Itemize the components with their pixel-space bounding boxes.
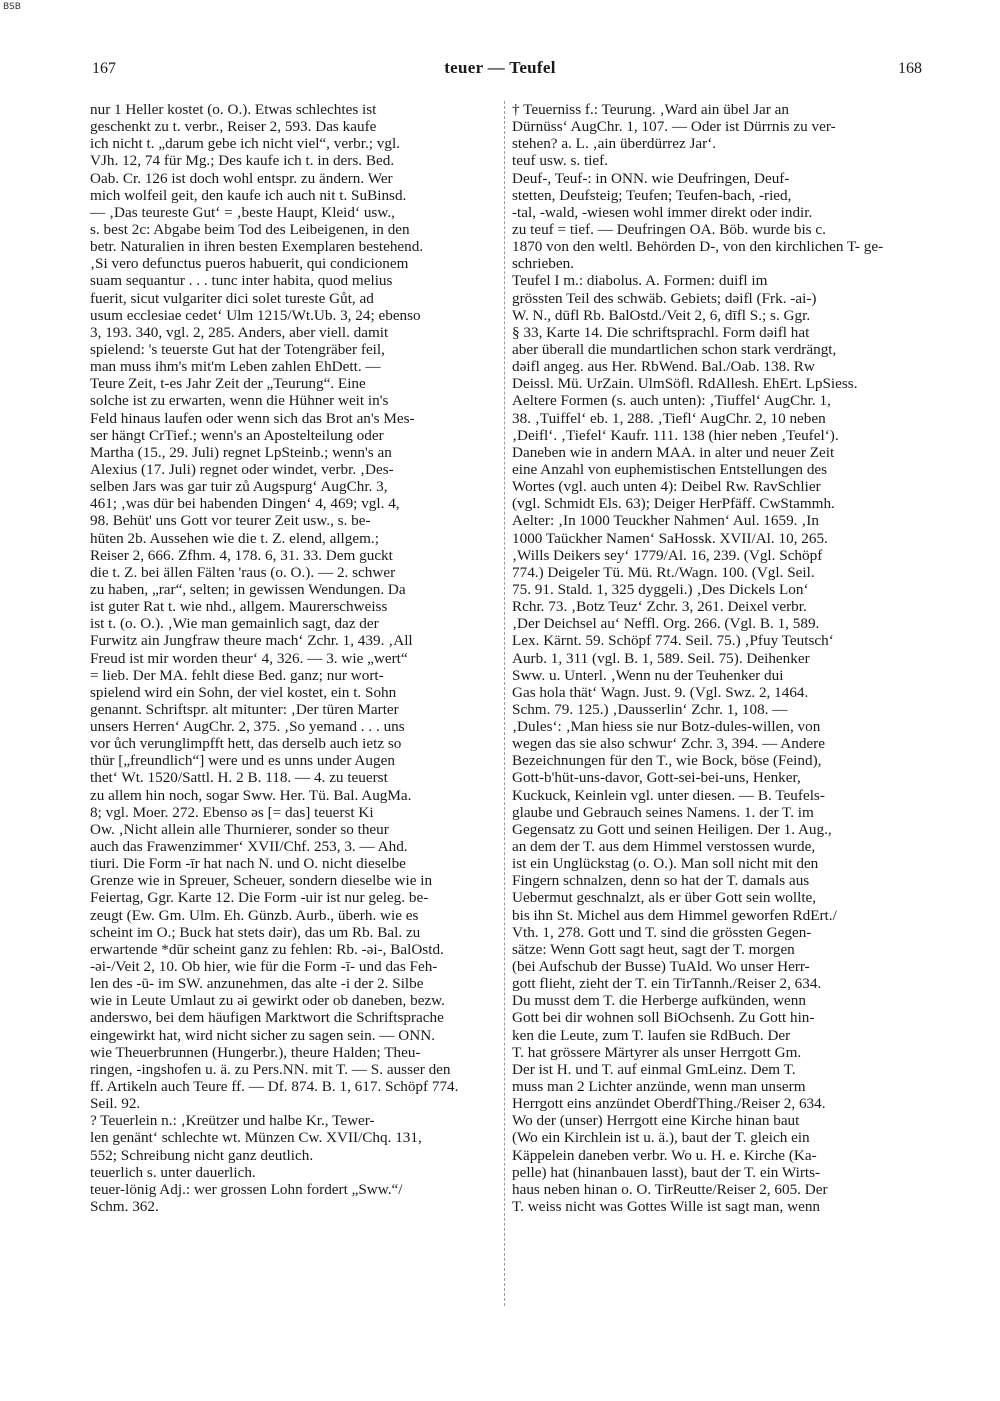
text-line: muss man 2 Lichter anzünde, wenn man unserm: [512, 1078, 806, 1096]
text-line: Wo der (unser) Herrgott eine Kirche hinan baut: [512, 1112, 800, 1130]
text-line: T. weiss nicht was Gottes Wille ist sagt man, wenn: [512, 1198, 821, 1215]
text-line: auch das Frawenzimmer‘ XVII/Chf. 253, 3. — Ahd.: [90, 838, 408, 856]
text-line: Vth. 1, 278. Gott und T. sind die grössten Gegen-: [512, 923, 812, 941]
text-line: gott flieht, zieht der T. ein TirTannh./Reiser 2, 634.: [512, 975, 822, 993]
text-line: zeugt (Ew. Gm. Ulm. Eh. Günzb. Aurb., überh. wie es: [90, 906, 419, 924]
text-line: § 33, Karte 14. Die schriftsprachl. Form dəifl hat: [512, 323, 810, 341]
text-line: Deissl. Mü. UrZain. UlmSöfl. RdAllesh. EhErt. LpSiess.: [512, 375, 858, 393]
text-line: scheint im O.; Buck hat stets dəir), das um Rb. Bal. zu: [90, 923, 421, 941]
text-line: Martha (15., 29. Juli) regnet LpSteinb.; wenn's an: [90, 443, 392, 461]
text-line: 8; vgl. Moer. 272. Ebenso əs [= das] teuerst Ki: [90, 803, 374, 821]
text-line: haus neben hinan o. O. TirReutte/Reiser 2, 605. Der: [512, 1180, 828, 1198]
text-line: selben Jars was gar tuir zů Augspurg‘ AugChr. 3,: [90, 478, 388, 496]
text-line: ist t. (o. O.). ‚Wie man gemainlich sagt, daz der: [90, 615, 379, 633]
text-line: ringen, -ingshofen u. ä. zu Pers.NN. mit T. — S. ausser den: [90, 1060, 451, 1078]
text-line: 774.) Deigeler Tü. Mü. Rt./Wagn. 100. (Vgl. Seil.: [512, 563, 815, 581]
text-line: grössten Teil des schwäb. Gebiets; dəifl (Frk. -ai-): [512, 289, 817, 307]
text-line: Dürnüss‘ AugChr. 1, 107. — Oder ist Dürrnis zu ver-: [512, 118, 836, 136]
text-line: betr. Naturalien in ihren besten Exemplaren bestehend.: [90, 238, 424, 256]
text-line: Aelter: ‚In 1000 Teuckher Nahmen‘ Aul. 1659. ‚In: [512, 512, 819, 530]
text-line: thür [„freundlich“] were und es unns under Augen: [90, 752, 395, 770]
text-line: W. N., dūfl Rb. BalOstd./Veit 2, 6, dīfl S.; s. Ggr.: [512, 306, 811, 324]
text-line: ich nicht t. „darum gebe ich nicht viel“, verbr.; vgl.: [90, 135, 400, 153]
text-line: Fingern schnalzen, denn so hat der T. damals aus: [512, 872, 810, 890]
text-line: † Teuerniss f.: Teurung. ‚Ward ain übel Jar an: [512, 101, 789, 118]
text-line: ‚Deifl‘. ‚Tiefel‘ Kaufr. 111. 138 (hier neben ‚Teufel‘).: [512, 426, 839, 444]
text-line: 1000 Taückher Namen‘ SaHossk. XVII/Al. 10, 265.: [512, 529, 828, 547]
running-header-title: teuer — Teufel: [444, 58, 556, 77]
text-line: Alexius (17. Juli) regnet oder windet, verbr. ‚Des-: [90, 460, 394, 478]
text-line: = lieb. Der MA. fehlt diese Bed. ganz; nur wort-: [90, 666, 384, 684]
text-line: wie in Leute Umlaut zu əi gewirkt oder ob daneben, bezw.: [90, 992, 445, 1010]
text-line: -əi-/Veit 2, 10. Ob hier, wie für die Form -ī- und das Feh-: [90, 958, 438, 976]
text-line: ser hängt CrTief.; wenn's an Apostelteilung oder: [90, 426, 384, 444]
text-line: Rchr. 73. ‚Botz Teuz‘ Zchr. 3, 261. Deixel verbr.: [512, 598, 807, 616]
text-line: fuerit, sicut vulgariter dici solet tureste Gůt, ad: [90, 289, 374, 307]
text-line: VJh. 12, 74 für Mg.; Des kaufe ich t. in ders. Bed.: [90, 152, 395, 170]
text-line: ist ein Unglückstag (o. O.). Man soll nicht mit den: [512, 855, 819, 873]
text-line: Deuf-, Teuf-: in ONN. wie Deufringen, Deuf-: [512, 169, 790, 187]
text-line: mich wolfeil geit, den kaufe ich auch nit t. SuBinsd.: [90, 186, 407, 204]
text-line: spielend wird ein Sohn, der viel kostet, ein t. Sohn: [90, 683, 397, 701]
text-line: spielend: 's teuerste Gut hat der Totengräber feil,: [90, 340, 385, 358]
text-line: Schm. 362.: [90, 1198, 159, 1215]
text-line: Uebermut geschnalzt, als er über Gott sein wollte,: [512, 889, 817, 907]
text-line: Feiertag, Ggr. Karte 12. Die Form -uir ist nur geleg. be-: [90, 889, 429, 907]
text-line: erwartende *dūr scheint ganz zu fehlen: Rb. -əi-, BalOstd.: [90, 940, 444, 958]
text-line: Wortes (vgl. auch unten 4): Deibel Rw. RavSchlier: [512, 478, 821, 496]
text-line: usum ecclesiae cedet‘ Ulm 1215/Wt.Ub. 3, 24; ebenso: [90, 306, 421, 324]
text-line: Seil. 92.: [90, 1095, 141, 1113]
column-separator: [504, 101, 505, 1306]
text-line: ff. Artikeln auch Teure ff. — Df. 874. B. 1, 617. Schöpf 774.: [90, 1078, 459, 1096]
text-line: 1870 von den weltl. Behörden D-, von den kirchlichen T- ge-: [512, 238, 884, 256]
text-line: pelle) hat (hinanbauen lasst), baut der T. ein Wirts-: [512, 1163, 821, 1181]
page-number-right: 168: [898, 60, 922, 77]
text-line: 98. Behüt' uns Gott vor teurer Zeit usw., s. be-: [90, 512, 371, 530]
left-column: [90, 101, 504, 1215]
text-line: Lex. Kärnt. 59. Schöpf 774. Seil. 75.) ‚Pfuy Teutsch‘: [512, 632, 834, 650]
text-line: wie Theuerbrunnen (Hungerbr.), theure Halden; Theu-: [90, 1043, 421, 1061]
text-line: tiuri. Die Form -īr hat nach N. und O. nicht dieselbe: [90, 855, 406, 873]
text-line: Teufel I m.: diabolus. A. Formen: duifl im: [512, 272, 768, 290]
text-line: 38. ‚Tuiffel‘ eb. 1, 288. ‚Tiefl‘ AugChr. 2, 10 neben: [512, 409, 826, 427]
text-line: man muss ihm's mit'm Leben zahlen EhDett. —: [90, 358, 381, 376]
text-line: Reiser 2, 666. Zfhm. 4, 178. 6, 31. 33. Dem guckt: [90, 546, 393, 564]
text-line: Gegensatz zu Gott und seinen Heiligen. Der 1. Aug.,: [512, 820, 832, 838]
text-line: hüten 2b. Aussehen wie die t. Z. elend, allgem.;: [90, 529, 379, 547]
text-line: sätze: Wenn Gott sagt heut, sagt der T. morgen: [512, 940, 795, 958]
text-line: bis ihn St. Michel aus dem Himmel geworfen RdErt./: [512, 906, 837, 924]
text-line: vor ůch verunglimpfft hett, das derselb auch ietz so: [90, 735, 402, 753]
text-line: Feld hinaus laufen oder wenn sich das Brot an's Mes-: [90, 409, 415, 427]
text-line: zu haben, „rar“, selten; in gewissen Wendungen. Da: [90, 580, 406, 598]
text-line: geschenkt zu t. verbr., Reiser 2, 593. Das kaufe: [90, 118, 377, 136]
text-line: solche ist zu erwarten, wenn die Hühner weit in's: [90, 392, 389, 410]
text-line: zu allem hin noch, sogar Sww. Her. Tü. Bal. AugMa.: [90, 786, 412, 804]
text-line: teuerlich s. unter dauerlich.: [90, 1163, 256, 1181]
text-line: ‚Dules‘: ‚Man hiess sie nur Botz-dules-willen, von: [512, 718, 821, 736]
right-column: [512, 101, 926, 1215]
text-line: thet‘ Wt. 1520/Sattl. H. 2 B. 118. — 4. zu teuerst: [90, 769, 388, 787]
text-line: (Wo ein Kirchlein ist u. ä.), baut der T. gleich ein: [512, 1129, 810, 1147]
text-line: nur 1 Heller kostet (o. O.). Etwas schlechtes ist: [90, 101, 377, 118]
text-line: 461; ‚was dür bei habenden Dingen‘ 4, 469; vgl. 4,: [90, 495, 400, 513]
text-line: Gott-b'hüt-uns-davor, Gott-sei-bei-uns, Henker,: [512, 769, 801, 787]
text-line: Freud ist mir worden theur‘ 4, 326. — 3. wie „wert“: [90, 649, 408, 667]
text-line: glaube und Gebrauch seines Namens. 1. der T. im: [512, 803, 814, 821]
text-line: Grenze wie in Spreuer, Scheuer, sondern dieselbe wie in: [90, 872, 433, 890]
text-line: ‚Der Deichsel au‘ Neffl. Org. 266. (Vgl. B. 1, 589.: [512, 615, 820, 633]
text-line: wegen das sie also schwur‘ Zchr. 3, 394. — Andere: [512, 735, 825, 753]
text-line: Daneben wie in andern MAA. in alter und neuer Zeit: [512, 443, 835, 461]
text-line: 75. 91. Stald. 1, 325 dyggeli.) ‚Des Dickels Lon‘: [512, 580, 809, 598]
text-line: 552; Schreibung nicht ganz deutlich.: [90, 1146, 314, 1164]
library-stamp: BSB: [3, 2, 21, 12]
text-line: ken die Leute, zum T. laufen sie RdBuch. Der: [512, 1026, 791, 1044]
text-line: Aurb. 1, 311 (vgl. B. 1, 589. Seil. 75). Deihenker: [512, 649, 810, 667]
text-line: Der ist H. und T. auf einmal GmLeinz. Dem T.: [512, 1060, 796, 1078]
text-line: aber überall die mundartlichen schon stark verdrängt,: [512, 340, 837, 358]
text-line: 3, 193. 340, vgl. 2, 285. Anders, aber viell. damit: [90, 323, 389, 341]
text-line: Oab. Cr. 126 ist doch wohl entspr. zu ändern. Wer: [90, 169, 393, 187]
text-line: eingewirkt hat, wird nicht sicher zu sagen sein. — ONN.: [90, 1026, 436, 1044]
text-line: -tal, -wald, -wiesen wohl immer direkt oder indir.: [512, 203, 813, 221]
text-line: stetten, Deufsteig; Teufen; Teufen-bach, -ried,: [512, 186, 792, 204]
text-line: die t. Z. bei ällen Fälten 'raus (o. O.). — 2. schwer: [90, 563, 396, 581]
text-line: Du musst dem T. die Herberge aufkünden, wenn: [512, 992, 806, 1010]
text-line: Furwitz ain Jungfraw theure mach‘ Zchr. 1, 439. ‚All: [90, 632, 413, 650]
text-line: genannt. Schriftspr. alt mitunter: ‚Der türen Marter: [90, 700, 399, 718]
text-line: len des -ū- im SW. anzunehmen, das alte -i der 2. Silbe: [90, 975, 424, 993]
text-line: suam sequantur . . . tunc inter habita, quod melius: [90, 272, 393, 290]
text-line: schrieben.: [512, 255, 574, 273]
text-line: dəifl angeg. aus Her. RbWend. Bal./Oab. 138. Rw: [512, 358, 815, 376]
text-line: T. hat grössere Märtyrer als unser Herrgott Gm.: [512, 1043, 802, 1061]
text-line: ist guter Rat t. wie nhd., allgem. Maurerschweiss: [90, 598, 388, 616]
text-line: s. best 2c: Abgabe beim Tod des Leibeigenen, in den: [90, 220, 410, 238]
page-number-left: 167: [92, 60, 116, 77]
text-line: Käppelein daneben verbr. Wo u. H. e. Kirche (Ka-: [512, 1146, 817, 1164]
text-line: Teure Zeit, t-es Jahr Zeit der „Teurung“. Eine: [90, 375, 366, 393]
text-line: Schm. 79. 125.) ‚Dausserlin‘ Zchr. 1, 108. —: [512, 700, 788, 718]
text-line: Kuckuck, Keinlein vgl. unter diesen. — B. Teufels-: [512, 786, 825, 804]
text-line: ‚Wills Deikers sey‘ 1779/Al. 16, 239. (Vgl. Schöpf: [512, 546, 823, 564]
text-line: len genänt‘ schlechte wt. Münzen Cw. XVII/Chq. 131,: [90, 1129, 422, 1147]
text-line: unsers Herren‘ AugChr. 2, 375. ‚So yemand . . . uns: [90, 718, 405, 736]
text-line: an dem der T. aus dem Himmel verstossen wurde,: [512, 838, 816, 856]
text-line: ? Teuerlein n.: ‚Kreützer und halbe Kr., Tewer-: [90, 1112, 375, 1130]
text-line: (bei Aufschub der Busse) TuAld. Wo unser Herr-: [512, 958, 810, 976]
text-line: (vgl. Schmidt Els. 63); Deiger HerPfäff. CwStammh.: [512, 495, 835, 513]
text-line: Bezeichnungen für den T., wie Bock, böse (Feind),: [512, 752, 822, 770]
text-line: zu teuf = tief. — Deufringen OA. Böb. wurde bis c.: [512, 220, 826, 238]
text-line: eine Anzahl von euphemistischen Entstellungen des: [512, 460, 828, 478]
text-line: anderswo, bei dem häufigen Marktwort die Schriftsprache: [90, 1009, 444, 1027]
text-line: teuer-lönig Adj.: wer grossen Lohn fordert „Sww.“/: [90, 1180, 403, 1198]
text-line: stehen? a. L. ‚ain überdürrez Jar‘.: [512, 135, 717, 153]
text-line: — ‚Das teureste Gut‘ = ‚beste Haupt, Kleid‘ usw.,: [90, 203, 395, 221]
text-line: Sww. u. Unterl. ‚Wenn nu der Teuhenker dui: [512, 666, 784, 684]
text-line: teuf usw. s. tief.: [512, 152, 609, 170]
text-line: ‚Si vero defunctus pueros habuerit, qui condicionem: [90, 255, 409, 273]
text-line: Aeltere Formen (s. auch unten): ‚Tiuffel‘ AugChr. 1,: [512, 392, 831, 410]
text-line: Gas hola thät‘ Wagn. Just. 9. (Vgl. Swz. 2, 1464.: [512, 683, 809, 701]
text-line: Gott bei dir wohnen soll BiOchsenh. Zu Gott hin-: [512, 1009, 815, 1027]
text-line: Herrgott eins anzündet OberdfThing./Reiser 2, 634.: [512, 1095, 826, 1113]
text-line: Ow. ‚Nicht allein alle Thurnierer, sonder so theur: [90, 820, 389, 838]
